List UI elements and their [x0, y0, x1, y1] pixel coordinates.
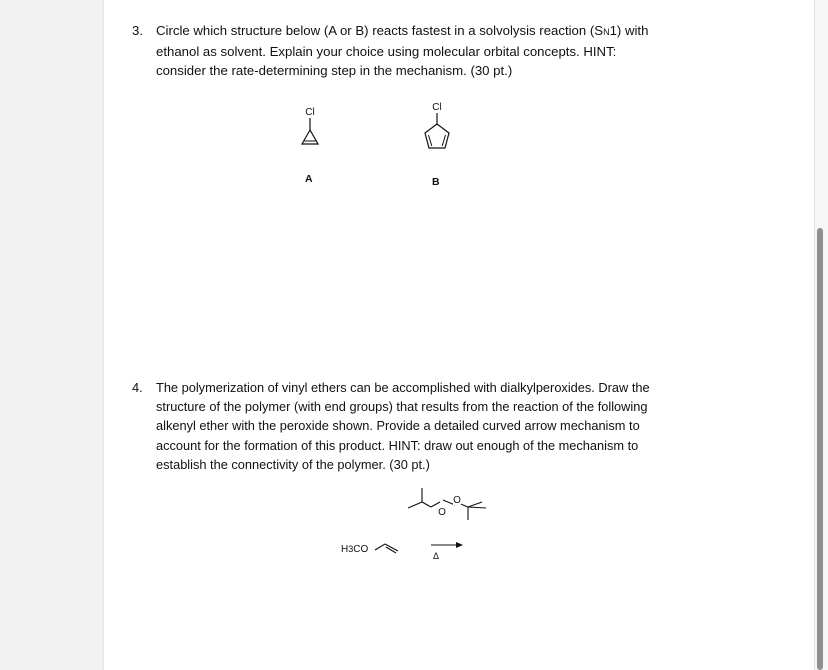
ether-label-co: CO — [353, 544, 369, 555]
document-page — [104, 0, 814, 670]
heat-symbol: Δ — [433, 551, 440, 561]
structure-a-chlorine: Cl — [305, 107, 315, 118]
peroxide-oxygen-1: O — [438, 507, 446, 518]
structure-b-label: B — [432, 176, 440, 188]
ether-label-subscript: 3 — [348, 544, 354, 554]
sn1-subscript: N — [603, 27, 610, 37]
structure-b-double-bond-right — [442, 135, 445, 146]
structure-b-chlorine: Cl — [432, 102, 442, 113]
question-3-number: 3. — [132, 23, 143, 38]
question-4-number: 4. — [132, 380, 143, 395]
question-4-line-3: alkenyl ether with the peroxide shown. Provide a detailed curved arrow mechanism to — [156, 418, 640, 434]
question-3-text — [156, 21, 648, 81]
question-4-line-1: The polymerization of vinyl ethers can be accomplished with dialkylperoxides. Draw the — [156, 380, 650, 395]
question-3-line-3: consider the rate-determining step in the mechanism. (30 pt.) — [156, 63, 513, 79]
question-4-text — [156, 378, 650, 474]
question-4-line-5: establish the connectivity of the polymer. (30 pt.) — [156, 456, 430, 472]
structure-b-double-bond-left — [429, 135, 432, 146]
ether-label-h: H — [341, 544, 349, 555]
question-3-line-1-post: 1) with — [609, 23, 649, 38]
question-4-line-2: structure of the polymer (with end groups) that results from the reaction of the following — [156, 399, 648, 415]
methyl-vinyl-ether-label — [341, 544, 368, 555]
structure-a-diagram — [290, 100, 330, 150]
structure-a-cyclopropene-ring — [302, 130, 318, 144]
peroxide-oxygen-2: O — [453, 495, 461, 506]
scrollbar-thumb[interactable] — [817, 228, 823, 670]
question-3-line-1 — [156, 21, 648, 42]
vinyl-group — [374, 540, 404, 556]
question-4-line-4: account for the formation of this product. HINT: draw out enough of the mechanism to — [156, 437, 639, 453]
structure-a-label: A — [305, 173, 313, 185]
question-3-line-2: ethanol as solvent. Explain your choice using molecular orbital concepts. HINT: — [156, 44, 617, 60]
structure-b-diagram — [415, 98, 459, 158]
question-3-line-1-pre: Circle which structure below (A or B) reacts fastest in a solvolysis reaction (S — [156, 23, 604, 38]
peroxide-structure — [400, 482, 500, 527]
reaction-arrow — [430, 540, 464, 550]
